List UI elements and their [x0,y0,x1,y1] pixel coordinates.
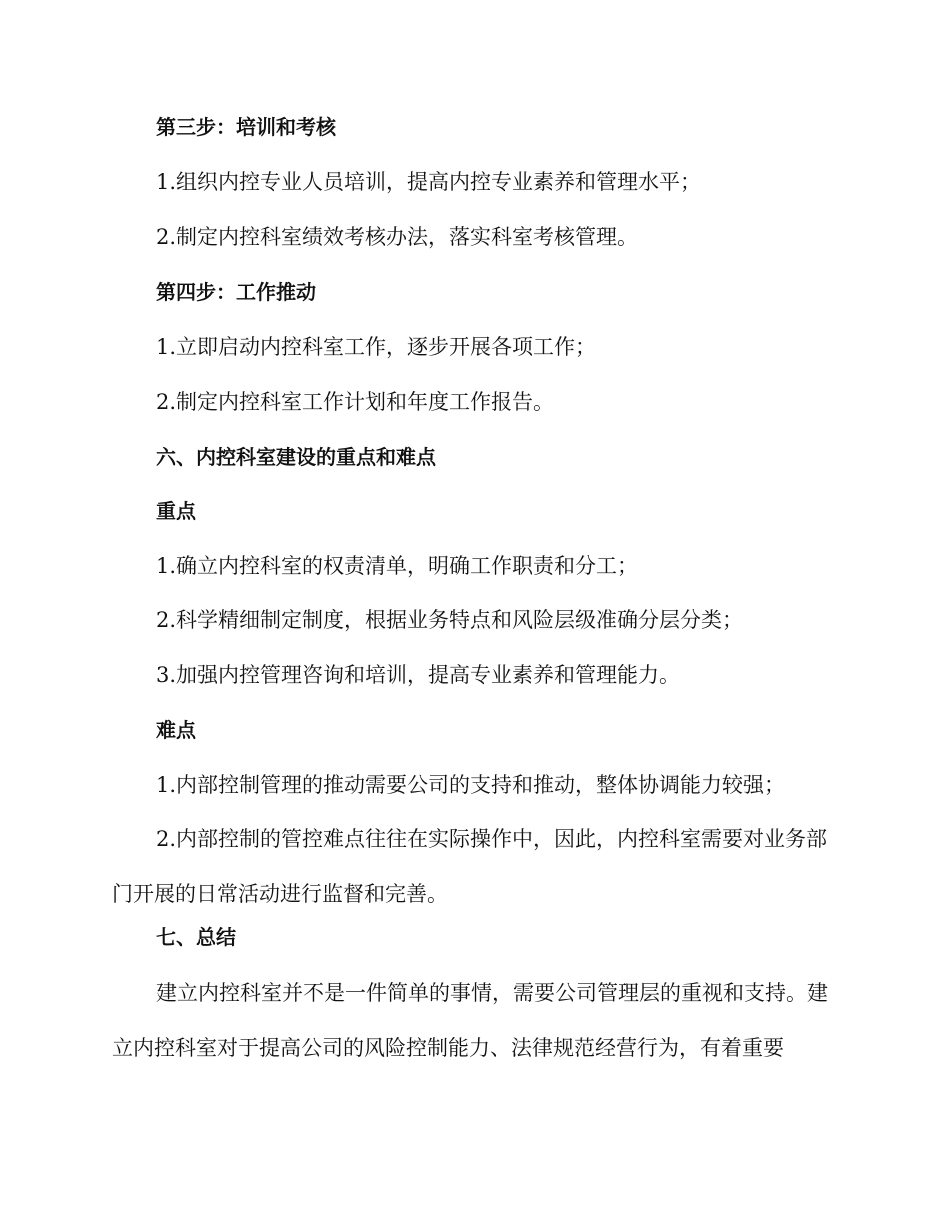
key-points-heading: 重点 [156,499,196,523]
difficulty-1: 1.内部控制管理的推动需要公司的支持和推动，整体协调能力较强； [156,773,786,797]
key-point-2: 2.科学精细制定制度，根据业务特点和风险层级准确分层分类； [156,608,744,632]
summary-paragraph: 建立内控科室并不是一件简单的事情，需要公司管理层的重视和支持。建立内控科室对于提高公司的风险控制能力、法律规范经营行为，有着重要 [112,981,828,1060]
section7-heading: 七、总结 [156,925,236,949]
difficulties-heading: 难点 [156,718,196,742]
step3-item-1: 1.组织内控专业人员培训，提高内控专业素养和管理水平； [156,170,702,194]
step3-heading: 第三步：培训和考核 [156,115,336,139]
step4-item-2: 2.制定内控科室工作计划和年度工作报告。 [156,390,555,414]
key-point-3: 3.加强内控管理咨询和培训，提高专业素养和管理能力。 [156,663,681,687]
step4-heading: 第四步：工作推动 [156,280,316,304]
step3-item-2: 2.制定内控科室绩效考核办法，落实科室考核管理。 [156,225,639,249]
step4-item-1: 1.立即启动内控科室工作，逐步开展各项工作； [156,335,597,359]
section6-heading: 六、内控科室建设的重点和难点 [156,445,436,469]
key-point-1: 1.确立内控科室的权责清单，明确工作职责和分工； [156,554,639,578]
difficulty-2: 2.内部控制的管控难点往往在实际操作中，因此，内控科室需要对业务部门开展的日常活动进行监督和完善。 [112,827,828,906]
